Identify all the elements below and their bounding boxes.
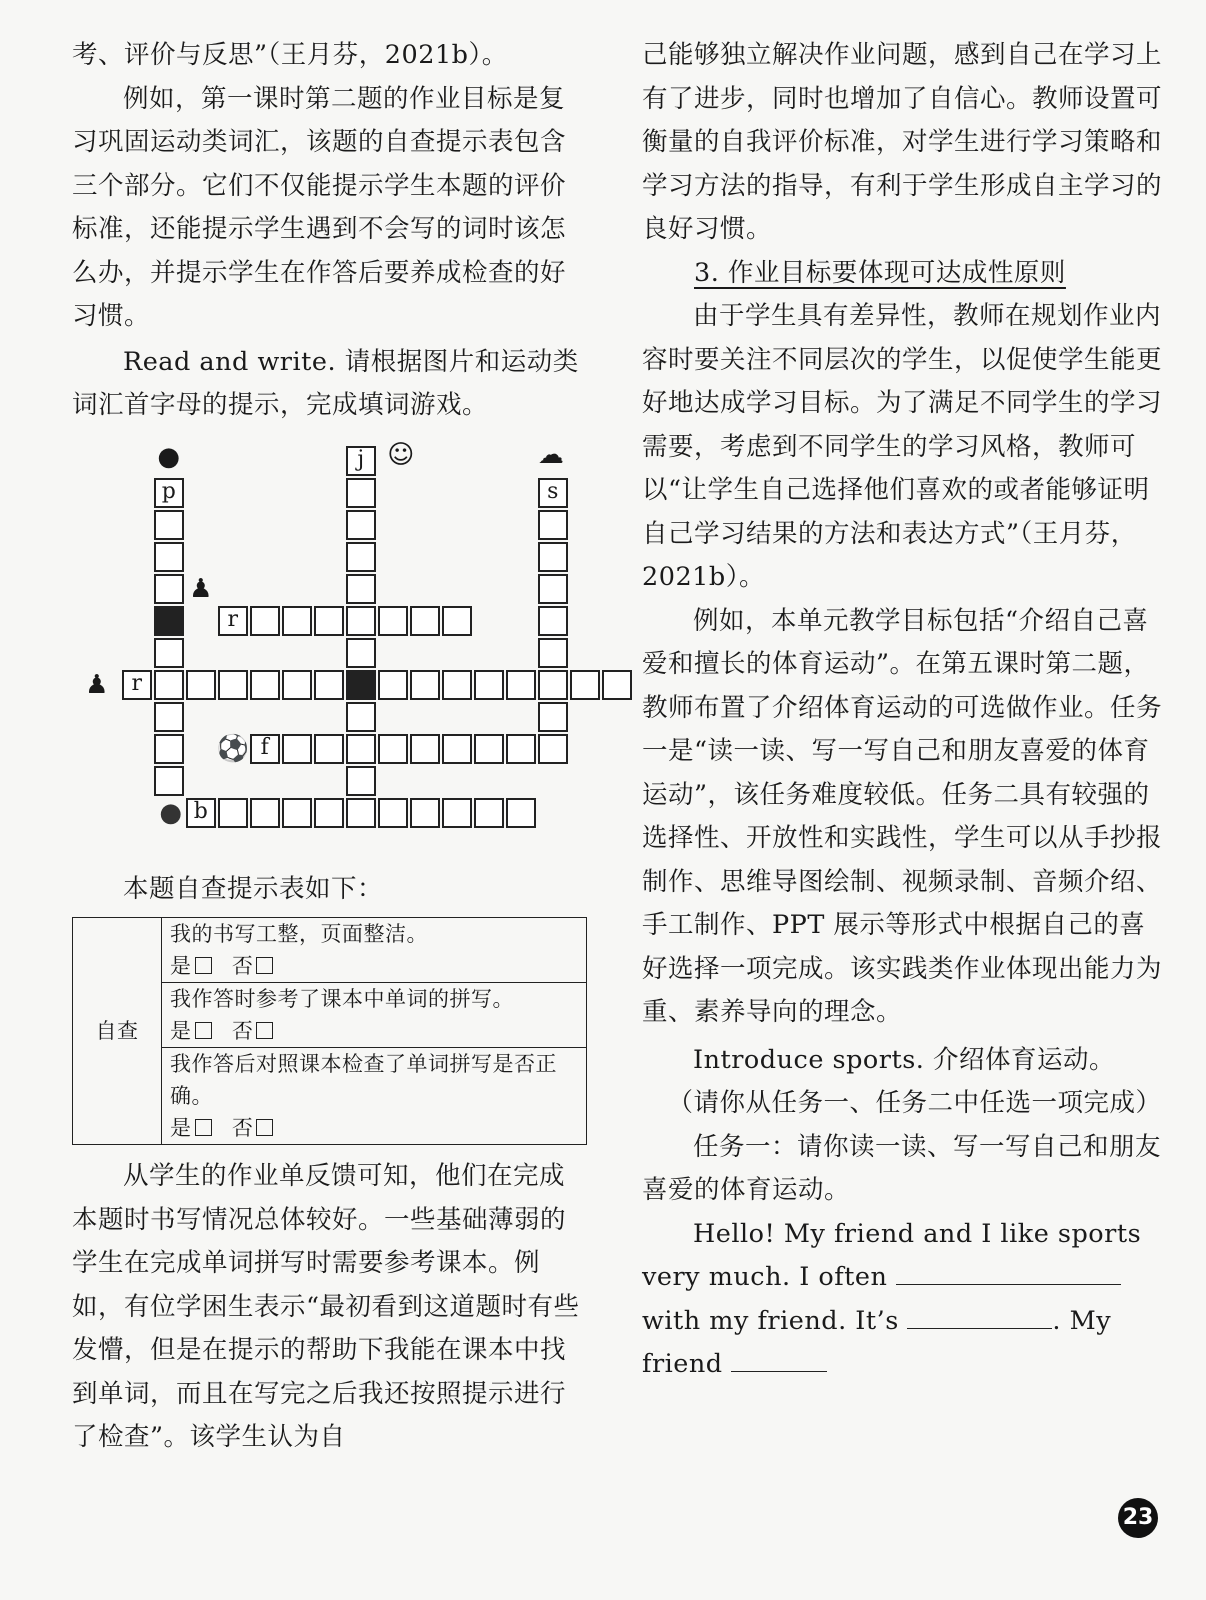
task-one: 任务一：请你读一读、写一写自己和朋友喜爱的体育运动。 xyxy=(642,1131,1162,1205)
no-label: 否 xyxy=(231,954,254,978)
crossword-cell[interactable] xyxy=(250,670,280,700)
crossword-cell[interactable] xyxy=(538,734,568,764)
fill-text: with my friend. It’s xyxy=(642,1305,899,1336)
yes-checkbox[interactable] xyxy=(195,957,212,974)
fill-blank[interactable] xyxy=(731,1349,827,1372)
crossword-cell[interactable] xyxy=(378,670,408,700)
crossword-cell[interactable] xyxy=(154,734,184,764)
yes-label: 是 xyxy=(170,1019,192,1043)
crossword-cell[interactable] xyxy=(154,510,184,540)
crossword-cell[interactable] xyxy=(154,542,184,572)
table-intro: 本题自查提示表如下： xyxy=(123,873,384,904)
yes-no-options xyxy=(170,1015,578,1047)
crossword-cell[interactable] xyxy=(538,510,568,540)
football-icon: ⚽ xyxy=(216,733,250,764)
crossword-cell[interactable] xyxy=(538,542,568,572)
paragraph: 由于学生具有差异性，教师在规划作业内容时要关注不同层次的学生，以促使学生能更好地达成学习目标。为了满足不同学生的学习需要，考虑到不同学生的学习风格，教师可以“让学生自己选择他们喜欢的或者能够证明自己学习结果的方法和表达方式”（王月芬，2021b）。 xyxy=(642,301,1163,592)
crossword-hint-letter: f xyxy=(260,734,270,760)
yes-label: 是 xyxy=(170,1116,192,1140)
crossword-cell[interactable] xyxy=(410,734,440,764)
task-title-en: Introduce sports. xyxy=(693,1044,925,1075)
crossword-cell[interactable] xyxy=(538,670,568,700)
yes-checkbox[interactable] xyxy=(195,1022,212,1039)
paragraph: 例如，第一课时第二题的作业目标是复习巩固运动类词汇，该题的自查提示表包含三个部分。它们不仅能提示学生本题的评价标准，还能提示学生遇到不会写的词时该怎么办，并提示学生在作答后要养成检查的好习惯。 xyxy=(72,83,567,331)
crossword-cell[interactable] xyxy=(602,670,632,700)
crossword-cell[interactable] xyxy=(154,670,184,700)
crossword-cell[interactable] xyxy=(314,734,344,764)
running-icon: ♟ xyxy=(189,573,213,604)
crossword-cell[interactable] xyxy=(154,702,184,732)
fill-blank[interactable] xyxy=(896,1262,1121,1285)
crossword-hint-letter: p xyxy=(161,478,177,504)
exercise-instruction xyxy=(72,341,587,428)
instruction-en: Read and write. xyxy=(123,346,337,377)
self-check-item: 我作答后对照课本检查了单词拼写是否正确。 xyxy=(170,1052,557,1108)
crossword-cell[interactable] xyxy=(314,670,344,700)
crossword-hint-letter: j xyxy=(357,446,365,472)
crossword-cell[interactable] xyxy=(506,734,536,764)
crossword-cell[interactable] xyxy=(346,734,376,764)
right-column xyxy=(642,34,1162,1387)
fill-text: Hello! My friend and I like sports very much. I often xyxy=(642,1218,1142,1292)
instruction-cn: 请根据图片和运动类词汇首字母的提示，完成填词游戏。 xyxy=(72,346,579,420)
crossword-hint-letter: s xyxy=(547,478,559,504)
section-heading: 3. 作业目标要体现可达成性原则 xyxy=(694,257,1066,288)
roller-skating-icon: ♟ xyxy=(85,669,109,700)
crossword-cell[interactable] xyxy=(282,798,312,828)
crossword-cell[interactable] xyxy=(506,798,536,828)
crossword-cell[interactable] xyxy=(154,638,184,668)
self-check-table xyxy=(72,917,587,1145)
crossword-cell[interactable] xyxy=(282,606,312,636)
no-label: 否 xyxy=(231,1019,254,1043)
crossword-black-cell xyxy=(154,606,184,636)
crossword-hint-letter: r xyxy=(131,670,143,696)
crossword-cell[interactable] xyxy=(346,542,376,572)
crossword-cell[interactable] xyxy=(410,798,440,828)
crossword-cell[interactable] xyxy=(346,606,376,636)
crossword-hint-letter: b xyxy=(193,798,209,824)
crossword-cell[interactable] xyxy=(570,670,600,700)
left-column xyxy=(72,34,587,1460)
ping-pong-icon: ● xyxy=(157,441,181,472)
jump-rope-icon: ☺ xyxy=(387,439,415,470)
yes-checkbox[interactable] xyxy=(195,1119,212,1136)
crossword-cell[interactable] xyxy=(314,798,344,828)
crossword-cell[interactable] xyxy=(346,510,376,540)
self-check-item: 我作答时参考了课本中单词的拼写。 xyxy=(170,987,514,1011)
paragraph: 考、评价与反思”（王月芬，2021b）。 xyxy=(72,40,508,70)
yes-label: 是 xyxy=(170,954,192,978)
crossword-cell[interactable] xyxy=(538,574,568,604)
page-number: 23 xyxy=(1118,1498,1158,1538)
self-check-label: 自查 xyxy=(73,918,162,1145)
crossword-cell[interactable] xyxy=(218,798,248,828)
fill-blank[interactable] xyxy=(907,1306,1052,1329)
crossword-cell[interactable] xyxy=(282,734,312,764)
crossword-cell[interactable] xyxy=(538,638,568,668)
crossword-cell[interactable] xyxy=(442,798,472,828)
crossword-puzzle xyxy=(72,439,587,862)
task-title-cn: 介绍体育运动。 xyxy=(933,1044,1116,1075)
paragraph: 从学生的作业单反馈可知，他们在完成本题时书写情况总体较好。一些基础薄弱的学生在完成单词拼写时需要参考课本。例如，有位学困生表示“最初看到这道题时有些发懵，但是在提示的帮助下我能在课本中找到单词，而且在写完之后我还按照提示进行了检查”。该学生认为自 xyxy=(72,1161,580,1452)
crossword-cell[interactable] xyxy=(346,798,376,828)
no-checkbox[interactable] xyxy=(256,1119,273,1136)
fill-text: . My friend xyxy=(642,1305,1112,1379)
crossword-cell[interactable] xyxy=(538,702,568,732)
basketball-icon: ● xyxy=(159,797,183,828)
crossword-cell[interactable] xyxy=(474,670,504,700)
crossword-cell[interactable] xyxy=(250,606,280,636)
fill-in-text xyxy=(642,1213,1162,1387)
crossword-cell[interactable] xyxy=(314,606,344,636)
skating-icon: ☁ xyxy=(537,439,565,470)
crossword-cell[interactable] xyxy=(154,766,184,796)
self-check-item: 我的书写工整，页面整洁。 xyxy=(170,922,428,946)
crossword-cell[interactable] xyxy=(538,606,568,636)
yes-no-options xyxy=(170,1112,578,1144)
self-check-row xyxy=(162,1048,587,1145)
crossword-cell[interactable] xyxy=(474,798,504,828)
self-check-row xyxy=(162,918,587,983)
no-checkbox[interactable] xyxy=(256,957,273,974)
crossword-hint-letter: r xyxy=(227,606,239,632)
crossword-cell[interactable] xyxy=(346,766,376,796)
paragraph: 例如，本单元教学目标包括“介绍自己喜爱和擅长的体育运动”。在第五课时第二题，教师布置了介绍体育运动的可选做作业。任务一是“读一读、写一写自己和朋友喜爱的体育运动”，该任务难度较低。任务二具有较强的选择性、开放性和实践性，学生可以从手抄报制作、思维导图绘制、视频录制、音频介绍、手工制作、PPT 展示等形式中根据自己的喜好选择一项完成。该实践类作业体现出能力为重、素养导向的理念。 xyxy=(642,605,1163,1027)
crossword-cell[interactable] xyxy=(378,734,408,764)
task-note: （请你从任务一、任务二中任选一项完成） xyxy=(667,1088,1162,1118)
crossword-cell[interactable] xyxy=(346,638,376,668)
crossword-cell[interactable] xyxy=(442,670,472,700)
crossword-cell[interactable] xyxy=(442,606,472,636)
no-checkbox[interactable] xyxy=(256,1022,273,1039)
self-check-row xyxy=(162,983,587,1048)
paragraph: 己能够独立解决作业问题，感到自己在学习上有了进步，同时也增加了自信心。教师设置可衡量的自我评价标准，对学生进行学习策略和学习方法的指导，有利于学生形成自主学习的良好习惯。 xyxy=(642,40,1163,244)
crossword-cell[interactable] xyxy=(410,670,440,700)
crossword-cell[interactable] xyxy=(506,670,536,700)
crossword-cell[interactable] xyxy=(218,670,248,700)
crossword-cell[interactable] xyxy=(346,574,376,604)
crossword-cell[interactable] xyxy=(442,734,472,764)
crossword-cell[interactable] xyxy=(378,798,408,828)
crossword-cell[interactable] xyxy=(186,670,216,700)
no-label: 否 xyxy=(231,1116,254,1140)
crossword-cell[interactable] xyxy=(346,478,376,508)
task-title xyxy=(642,1039,1162,1083)
crossword-cell[interactable] xyxy=(378,606,408,636)
yes-no-options xyxy=(170,950,578,982)
crossword-cell[interactable] xyxy=(346,702,376,732)
crossword-cell[interactable] xyxy=(474,734,504,764)
crossword-cell[interactable] xyxy=(282,670,312,700)
crossword-cell[interactable] xyxy=(410,606,440,636)
crossword-black-cell xyxy=(346,670,376,700)
crossword-cell[interactable] xyxy=(154,574,184,604)
crossword-cell[interactable] xyxy=(250,798,280,828)
